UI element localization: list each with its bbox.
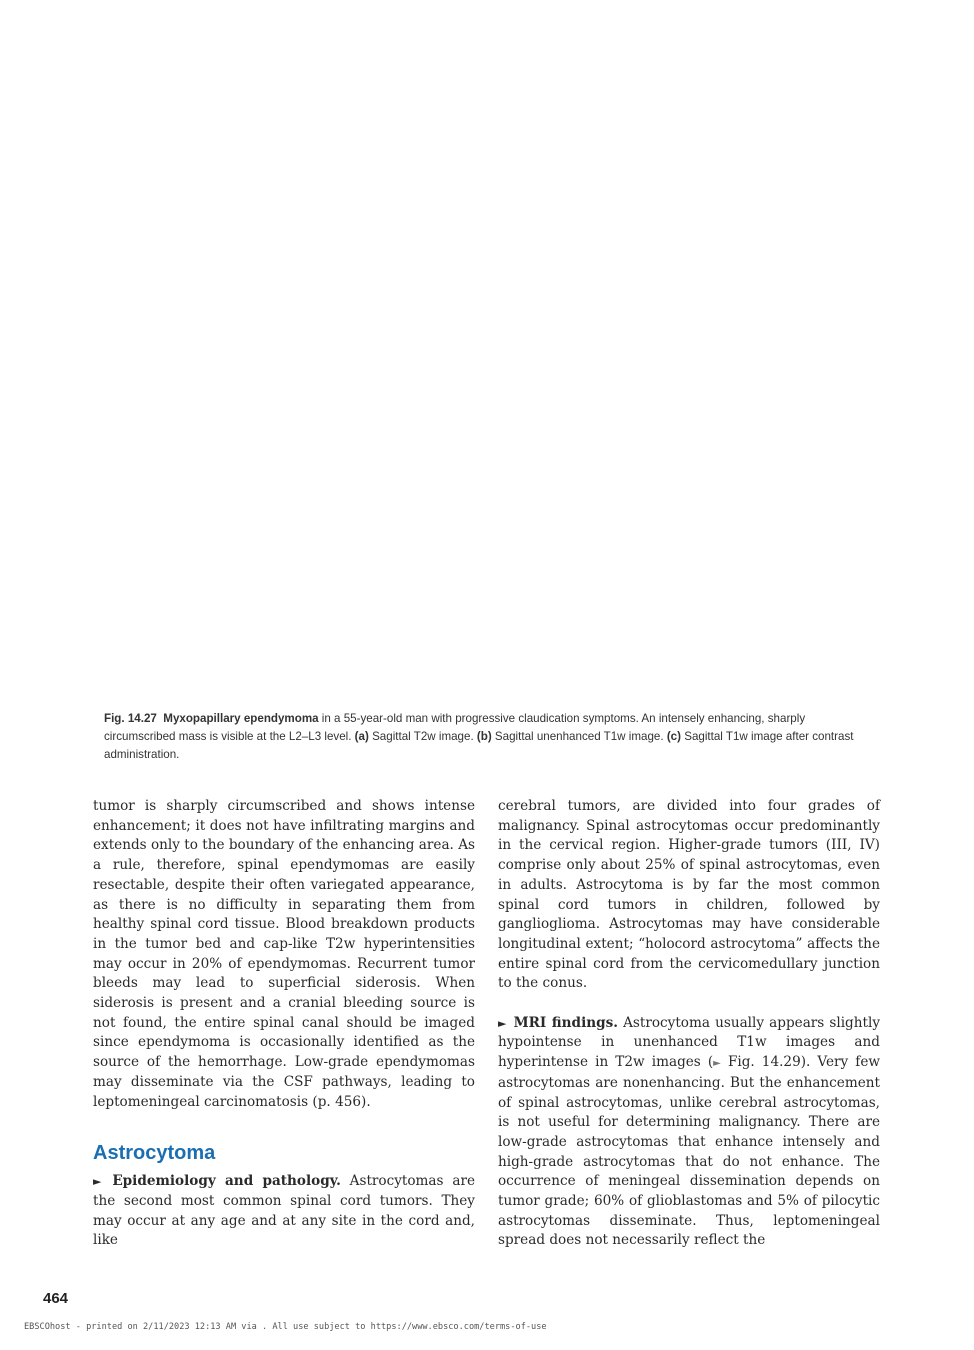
figure-caption (104, 710, 874, 764)
epidemiology-paragraph (93, 1172, 475, 1251)
caption-text: in a 55-year-old man with progressive claudication symptoms. An intensely enhancing, sharply circumscribed mass is visible at the L2–L3 level. (104, 712, 806, 743)
mri-findings-paragraph (498, 1014, 880, 1251)
panel-c-label: (c) (666, 730, 681, 743)
footer-notice: EBSCOhost - printed on 2/11/2023 12:13 AM via . All use subject to https://www.ebsco.com/terms-of-use (24, 1322, 547, 1332)
mri-findings-text-a: Astrocytoma usually appears slightly hypointense in unenhanced T1w images and hyperintense in T2w images ( (498, 1014, 881, 1071)
triangle-bullet-icon: ► (498, 1016, 507, 1030)
mri-findings-text-b: ). Very few astrocytomas are nonenhancing. But the enhancement of spinal astrocytomas, unlike cerebral astrocytomas, is not useful for determining malignancy. There are low-grade astrocytomas that enhance intensely and high-grade astrocytomas that do not enhance. The occurrence of meningeal dissemination depends on tumor grade; 60% of glioblastomas and 5% of pilocytic astrocytomas disseminate. Thus, leptomeningeal spread does not necessarily reflect the (498, 1054, 880, 1249)
page-number: 464 (43, 1290, 69, 1307)
panel-b-text: Sagittal unenhanced T1w image. (491, 730, 667, 743)
mri-findings-label: MRI findings. (513, 1014, 619, 1031)
ependymoma-paragraph: tumor is sharply circumscribed and shows intense enhancement; it does not have infiltrating margins and extends only to the boundary of the enhancing area. As a rule, therefore, spinal ependymomas are easily resectable, despite their often variegated appearance, as there is no difficulty in separating them from healthy spinal cord tissue. Blood breakdown products in the tumor bed and cap-like T2w hyperintensities may occur in 20% of ependymomas. Recurrent tumor bleeds may lead to superficial siderosis. When siderosis is present and a cranial bleeding source is not found, the entire spinal canal should be imaged since ependymoma is occasionally identified as the source of the hemorrhage. Low-grade ependymomas may disseminate via the CSF pathways, leading to leptomeningeal carcinomatosis (p. 456). (93, 798, 475, 1110)
panel-a-label: (a) (354, 730, 369, 743)
triangle-bullet-icon: ► (93, 1175, 102, 1189)
figure-reference-link[interactable]: Fig. 14.29 (727, 1054, 801, 1071)
grades-paragraph: cerebral tumors, are divided into four grades of malignancy. Spinal astrocytomas occur predominantly in the cervical region. Higher-grade tumors (III, IV) comprise only about 25% of spinal astrocytomas, even in adults. Astrocytoma is by far the most common spinal cord tumors in children, followed by ganglioglioma. Astrocytomas may have considerable longitudinal extent; “holocord astrocytoma” affects the entire spinal cord from the cervicomedullary junction to the conus. (498, 798, 880, 992)
figure-reference-icon: ► (713, 1058, 721, 1070)
panel-c-text: Sagittal T1w image after contrast administration. (104, 730, 854, 761)
left-column (93, 797, 475, 1251)
epidemiology-text: Astrocytomas are the second most common spinal cord tumors. They may occur at any age and at any site in the cord and, like (93, 1173, 475, 1249)
right-column (498, 797, 880, 1251)
figure-image-area (93, 40, 879, 700)
panel-b-label: (b) (476, 730, 492, 743)
figure-label: Fig. 14.27 (104, 712, 157, 725)
section-heading-astrocytoma: Astrocytoma (93, 1142, 216, 1165)
figure-title: Myxopapillary ependymoma (163, 712, 319, 725)
epidemiology-label: Epidemiology and pathology. (112, 1173, 341, 1190)
panel-a-text: Sagittal T2w image. (368, 730, 477, 743)
